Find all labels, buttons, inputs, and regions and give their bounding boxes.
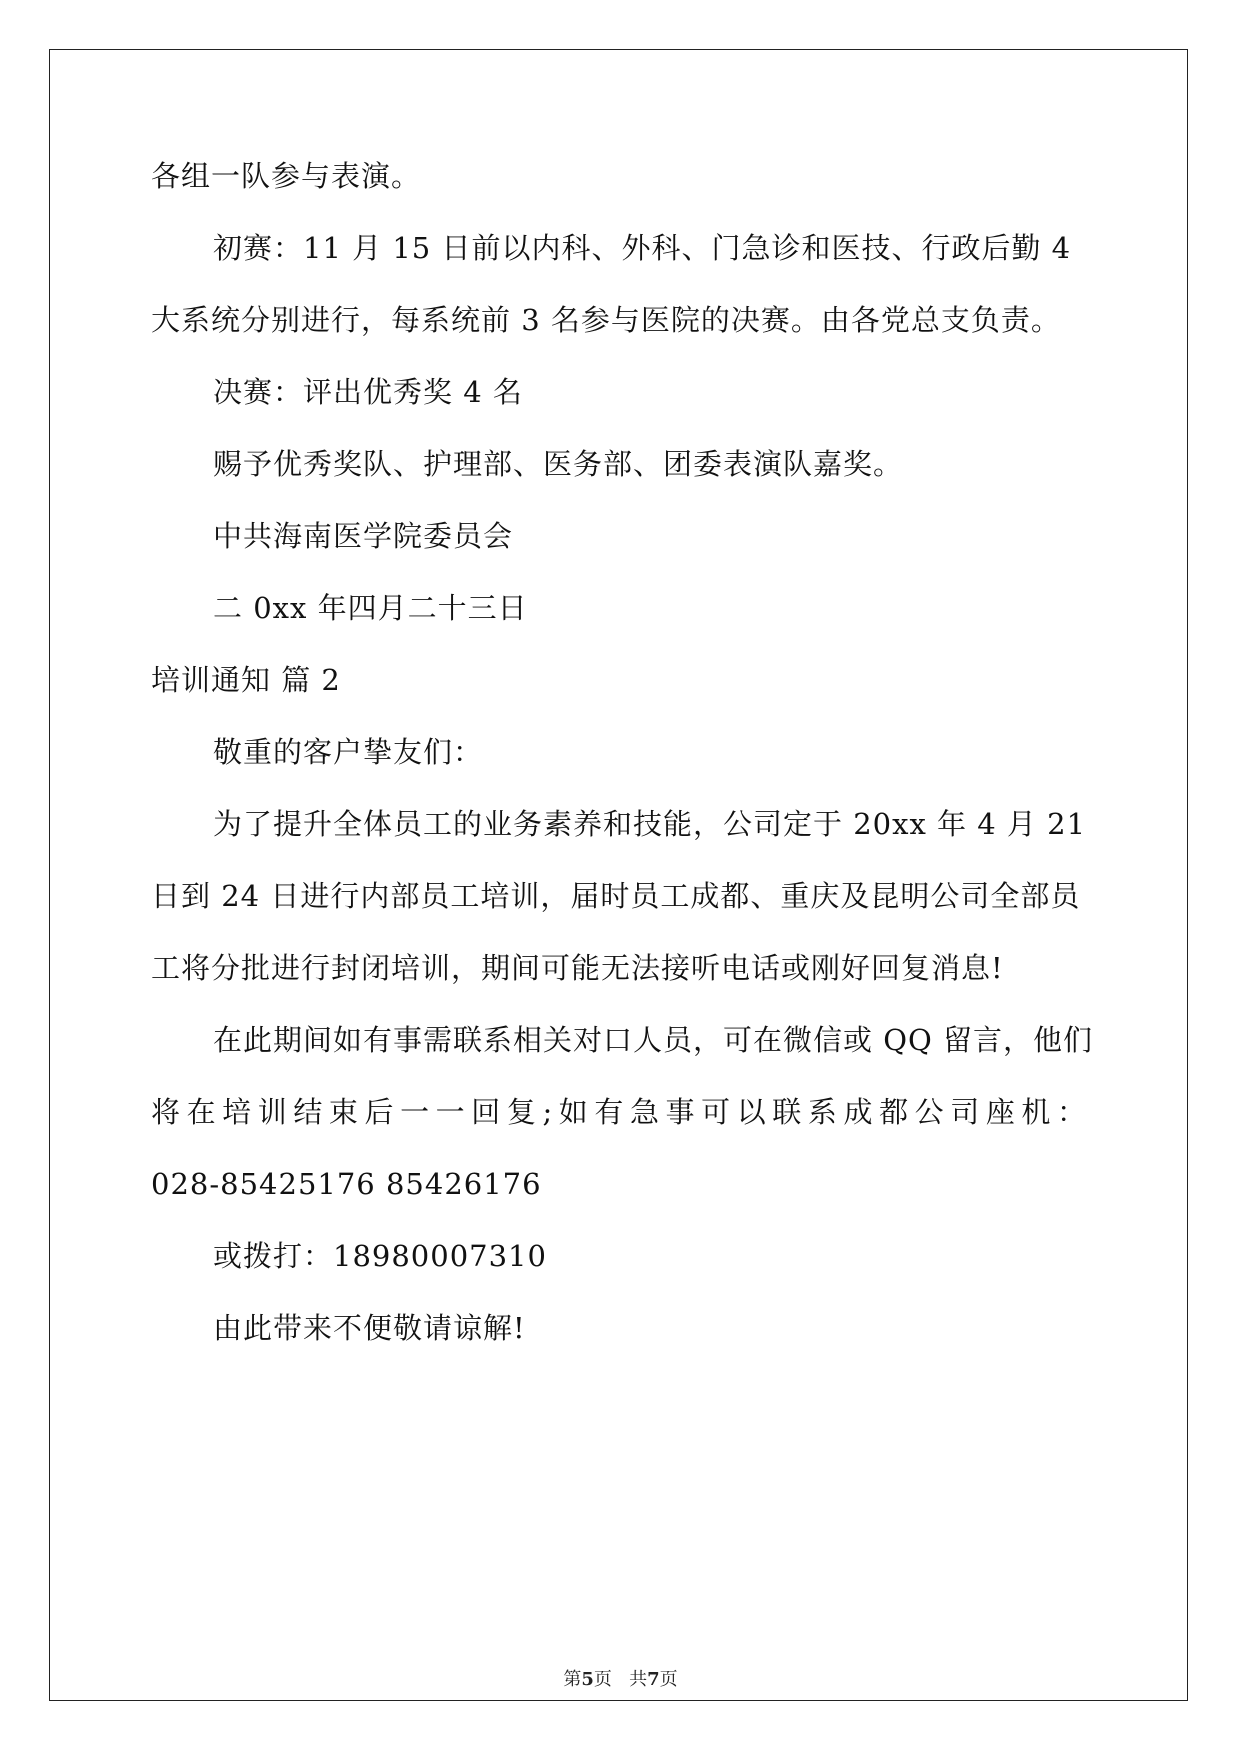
footer-prefix: 第: [563, 1669, 582, 1690]
footer-suffix: 页: [659, 1669, 678, 1690]
mobile-number: 或拨打：18980007310: [213, 1239, 547, 1273]
page-border: [49, 49, 1188, 1701]
footer-middle: 页 共: [593, 1669, 648, 1690]
section-heading: 培训通知 篇 2: [151, 663, 341, 697]
text-line-1: 各组一队参与表演。: [151, 159, 422, 193]
footer-current-page: 5: [581, 1669, 594, 1690]
footer-total-pages: 7: [647, 1669, 660, 1690]
salutation: 敬重的客户挚友们：: [213, 735, 484, 769]
signature-org: 中共海南医学院委员会: [213, 519, 514, 553]
text-line-3: 大系统分别进行，每系统前 3 名参与医院的决赛。由各党总支负责。: [151, 303, 1061, 337]
text-line-4: 决赛：评出优秀奖 4 名: [213, 375, 523, 409]
page-footer: [0, 1669, 1241, 1691]
text-line-11: 日到 24 日进行内部员工培训，届时员工成都、重庆及昆明公司全部员: [151, 879, 1081, 913]
text-line-10: 为了提升全体员工的业务素养和技能，公司定于 20xx 年 4 月 21: [213, 807, 1087, 841]
text-line-5: 赐予优秀奖队、护理部、医务部、团委表演队嘉奖。: [213, 447, 904, 481]
phone-numbers: 028-85425176 85426176: [151, 1167, 542, 1201]
signature-date: 二 0xx 年四月二十三日: [213, 591, 528, 625]
text-line-12: 工将分批进行封闭培训，期间可能无法接听电话或刚好回复消息!: [151, 951, 1004, 985]
text-line-13: 在此期间如有事需联系相关对口人员，可在微信或 QQ 留言，他们: [213, 1023, 1093, 1057]
closing-line: 由此带来不便敬请谅解!: [213, 1311, 526, 1345]
text-line-14: 将在培训结束后一一回复;如有急事可以联系成都公司座机：: [151, 1095, 1086, 1129]
text-line-2: 初赛：11 月 15 日前以内科、外科、门急诊和医技、行政后勤 4: [213, 231, 1072, 265]
